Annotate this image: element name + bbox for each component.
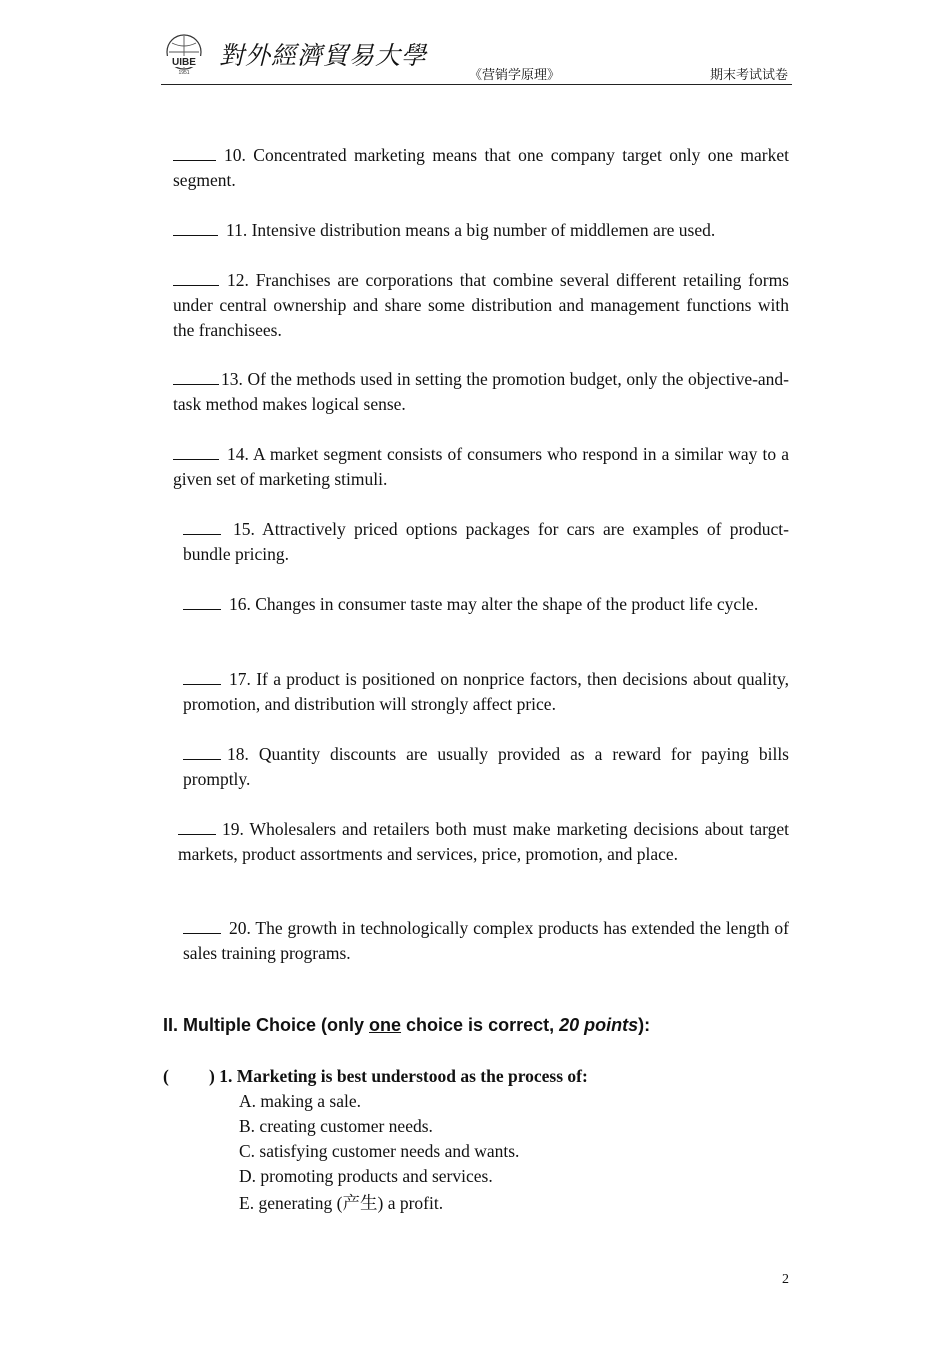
tf-item-20 (183, 916, 789, 966)
section-heading-suffix: ): (638, 1015, 651, 1035)
page-header (161, 28, 792, 85)
answer-blank[interactable] (183, 916, 221, 934)
mc-option-d: D. promoting products and services. (239, 1166, 493, 1186)
item-number: 15. (233, 519, 255, 539)
exam-title: 期末考试试卷 (709, 67, 788, 82)
tf-item-19 (178, 817, 789, 867)
answer-blank[interactable] (173, 268, 219, 286)
item-number: 17. (229, 669, 251, 689)
answer-paren-open[interactable]: ( (163, 1066, 169, 1086)
course-title: 《营销学原理》 (469, 67, 561, 82)
mc-option-a: A. making a sale. (239, 1091, 361, 1111)
section-heading-points: 20 points (559, 1015, 639, 1035)
answer-blank[interactable] (183, 592, 221, 610)
item-text: The growth in technologically complex products has extended the length of sales training programs. (183, 918, 789, 963)
mc-option-b: B. creating customer needs. (239, 1116, 433, 1136)
tf-item-18 (183, 742, 789, 792)
tf-item-10 (173, 143, 789, 193)
university-logo-icon (161, 32, 207, 76)
answer-blank[interactable] (173, 143, 216, 161)
item-number: 10. (224, 145, 246, 165)
tf-item-13 (173, 367, 789, 417)
mc-question-1 (163, 1066, 588, 1087)
tf-item-12 (173, 268, 789, 343)
item-text: A market segment consists of consumers who respond in a similar way to a given set of marketing stimuli. (173, 444, 789, 489)
item-text: Concentrated marketing means that one company target only one market segment. (173, 145, 789, 190)
tf-item-15 (183, 517, 789, 567)
answer-blank[interactable] (183, 742, 221, 760)
tf-item-11 (173, 218, 789, 243)
mc-option-e: E. generating (产生) a profit. (239, 1193, 444, 1213)
tf-item-17 (183, 667, 789, 717)
answer-blank[interactable] (173, 367, 219, 385)
mc-question-text: 1. Marketing is best understood as the process of: (219, 1066, 588, 1086)
item-number: 20. (229, 918, 251, 938)
item-number: 11. (226, 220, 248, 240)
answer-paren-close: ) (209, 1066, 215, 1086)
logo-text: UIBE (172, 57, 196, 68)
item-text: If a product is positioned on nonprice factors, then decisions about quality, promotion, and distribution will strongly affect price. (183, 669, 790, 714)
item-text: Wholesalers and retailers both must make marketing decisions about target markets, product assortments and services, price, promotion, and place. (178, 819, 789, 864)
item-text: Franchises are corporations that combine several different retailing forms under central ownership and share some distribution and management functions with the franchisees. (173, 270, 789, 340)
item-number: 16. (229, 594, 251, 614)
item-text: Changes in consumer taste may alter the shape of the product life cycle. (255, 594, 759, 614)
answer-blank[interactable] (183, 517, 221, 535)
tf-item-16 (163, 592, 789, 617)
answer-blank[interactable] (183, 667, 221, 685)
item-number: 12. (227, 270, 249, 290)
logo-year: 1951 (178, 70, 190, 76)
section-heading-underlined: one (369, 1015, 402, 1035)
answer-blank[interactable] (173, 218, 218, 236)
section-heading-middle: choice is correct, (401, 1015, 560, 1035)
tf-item-14 (173, 442, 789, 492)
item-number: 19. (222, 819, 244, 839)
section-heading (163, 1015, 650, 1036)
item-text: Intensive distribution means a big number of middlemen are used. (251, 220, 716, 240)
item-number: 14. (227, 444, 249, 464)
answer-blank[interactable] (173, 442, 219, 460)
item-text: Attractively priced options packages for cars are examples of product-bundle pricing. (183, 519, 789, 564)
item-number: 18. (227, 744, 249, 764)
answer-blank[interactable] (178, 817, 216, 835)
item-text: Quantity discounts are usually provided as a reward for paying bills promptly. (183, 744, 789, 789)
mc-option-c: C. satisfying customer needs and wants. (239, 1141, 520, 1161)
item-text: Of the methods used in setting the promotion budget, only the objective-and-task method makes logical sense. (173, 369, 790, 414)
university-name: 對外經濟貿易大學 (219, 41, 428, 70)
item-number: 13. (221, 369, 243, 389)
section-heading-prefix: II. Multiple Choice (only (163, 1015, 370, 1035)
page-number: 2 (782, 1272, 789, 1287)
